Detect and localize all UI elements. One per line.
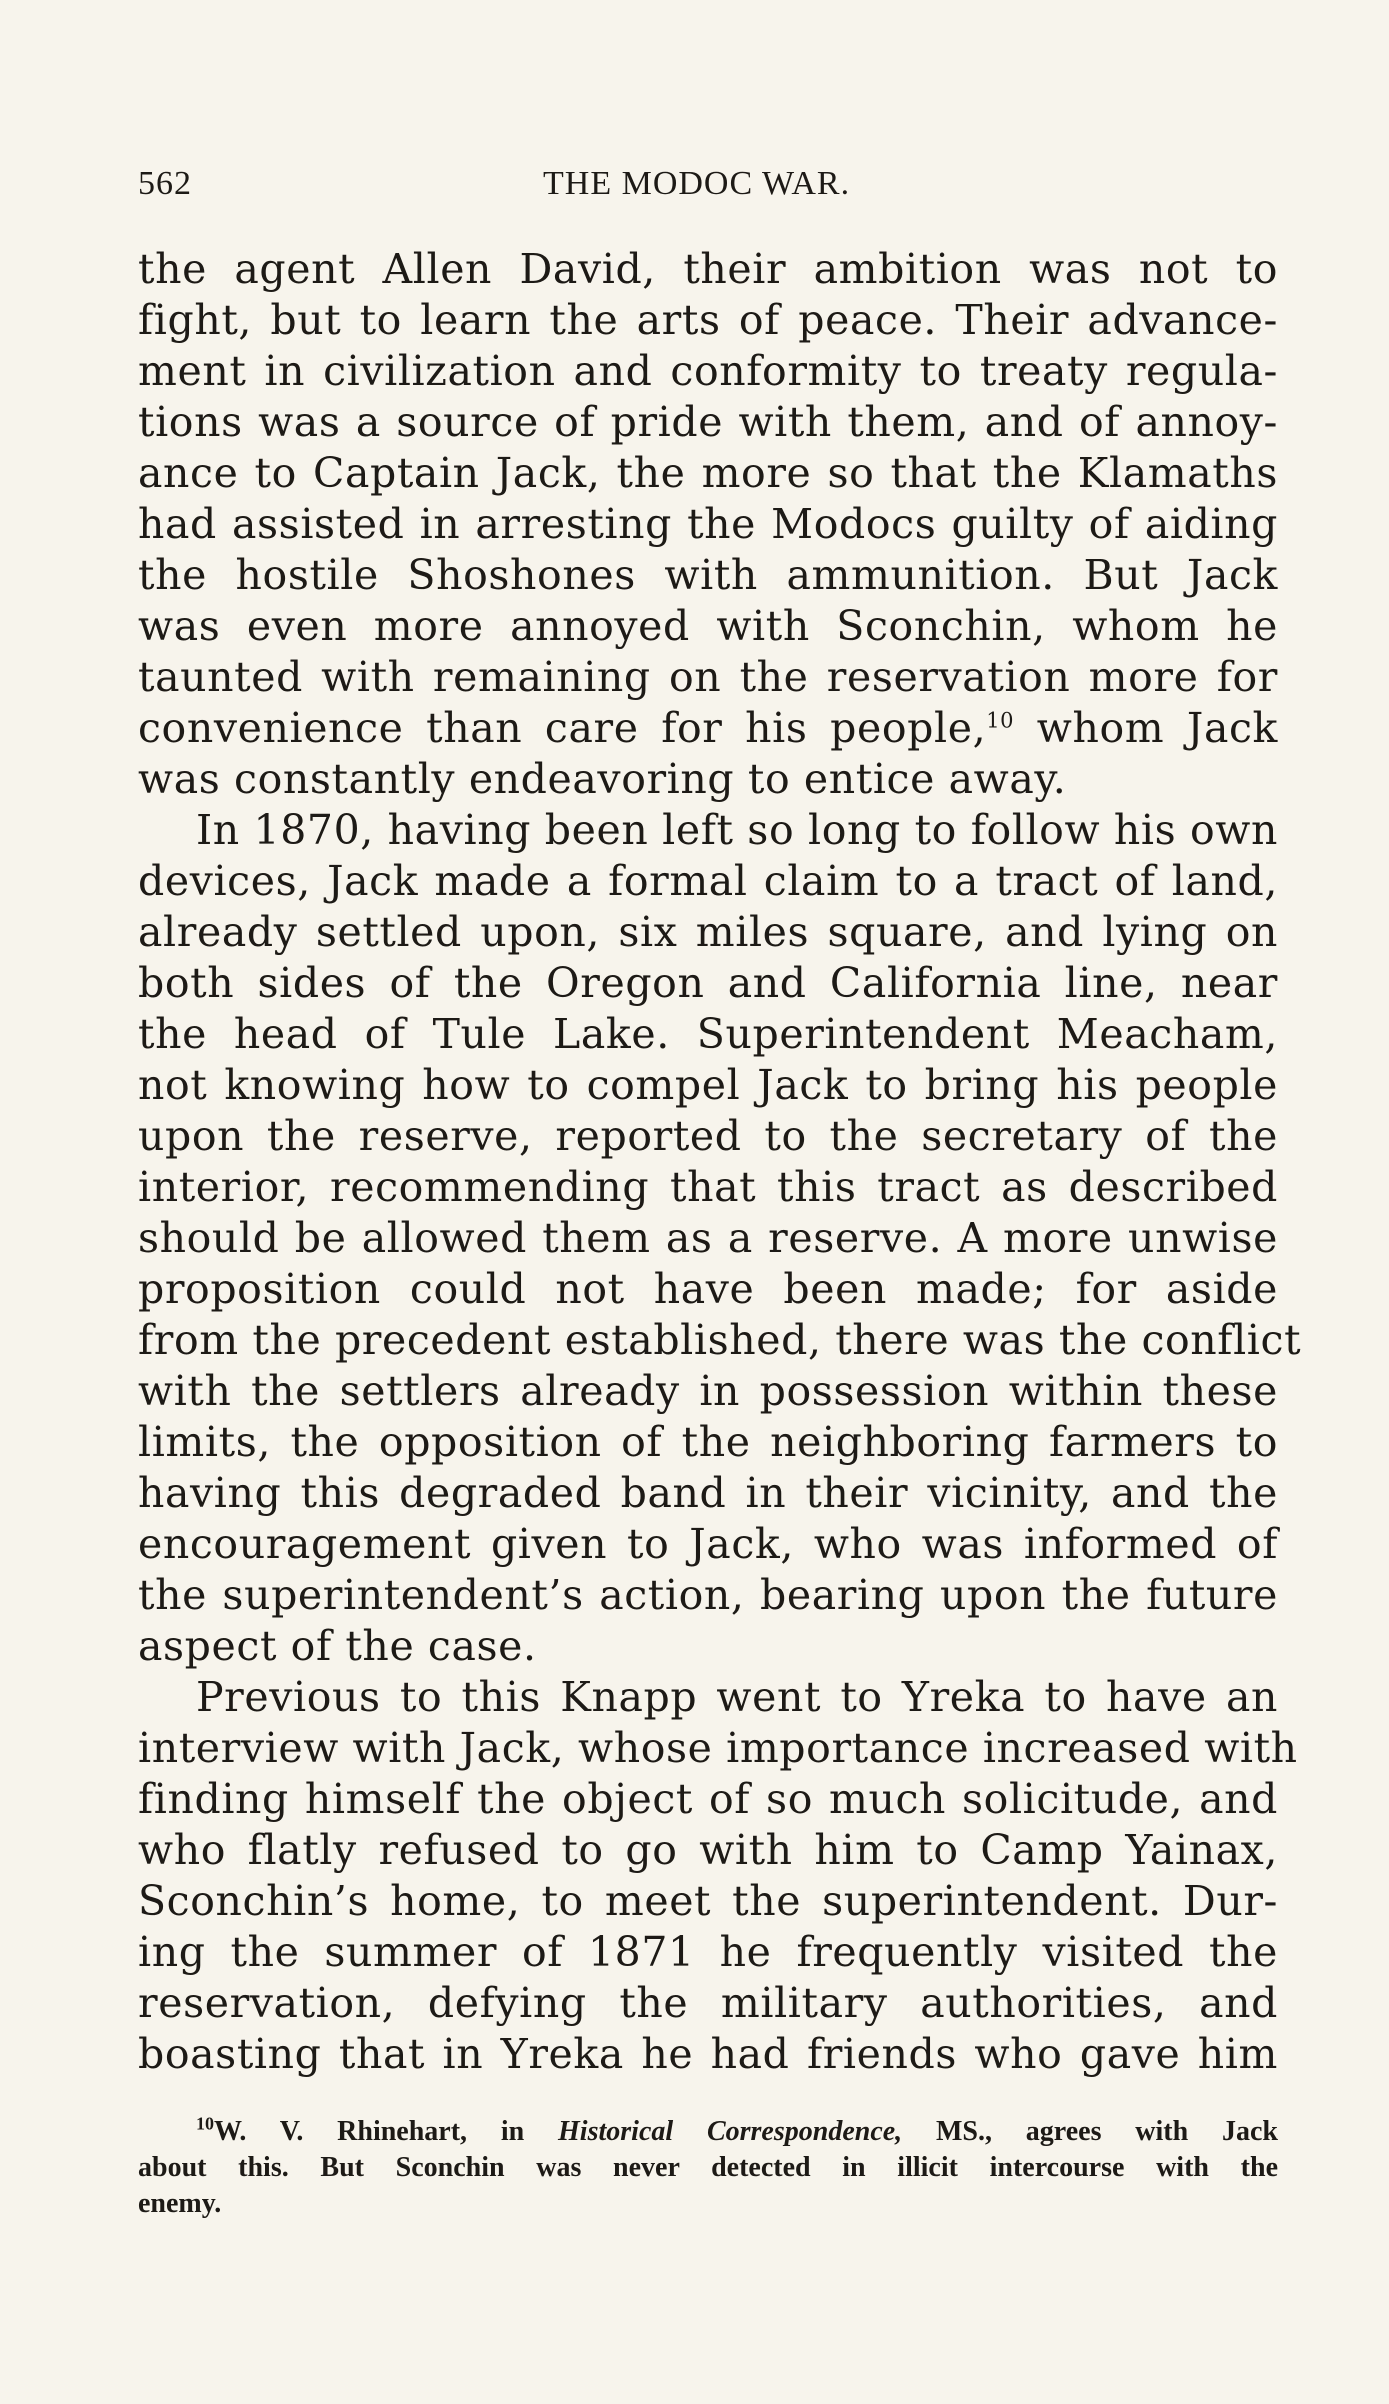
text-line: fight, but to learn the arts of peace. Their advance- [138, 296, 1278, 344]
footnote-text: MS., agrees with Jack [902, 2116, 1278, 2147]
footnote-line [138, 2114, 1278, 2150]
footnote [138, 2114, 1278, 2222]
text-line: already settled upon, six miles square, and lying on [138, 908, 1278, 956]
footnote-number: 10 [196, 2113, 214, 2134]
text-line: the hostile Shoshones with ammunition. But Jack [138, 551, 1278, 599]
text-line: finding himself the object of so much solicitude, and [138, 1775, 1278, 1823]
text-line: ance to Captain Jack, the more so that the Klamaths [138, 449, 1278, 497]
text-line: from the precedent established, there was the conflict [138, 1316, 1302, 1364]
text-segment: whom Jack [1014, 704, 1278, 752]
text-line: the agent Allen David, their ambition was not to [138, 245, 1278, 293]
text-line: aspect of the case. [138, 1622, 537, 1670]
text-line: Sconchin’s home, to meet the superintendent. Dur- [138, 1877, 1278, 1925]
text-line: interior, recommending that this tract as described [138, 1163, 1278, 1211]
text-line: reservation, defying the military authorities, and [138, 1979, 1278, 2027]
text-line: boasting that in Yreka he had friends who gave him [138, 2030, 1278, 2078]
text-line: ment in civilization and conformity to treaty regula- [138, 347, 1278, 395]
text-line: taunted with remaining on the reservation more for [138, 653, 1278, 701]
text-line: the head of Tule Lake. Superintendent Meacham, [138, 1010, 1278, 1058]
page-header [138, 165, 1268, 215]
text-line: upon the reserve, reported to the secretary of the [138, 1112, 1278, 1160]
text-line: having this degraded band in their vicinity, and the [138, 1469, 1278, 1517]
text-segment: convenience than care for his people, [138, 704, 987, 752]
footnote-line: enemy. [138, 2188, 222, 2219]
text-line: limits, the opposition of the neighboring farmers to [138, 1418, 1278, 1466]
text-line: was even more annoyed with Sconchin, whom he [138, 602, 1278, 650]
text-line-with-footnote-ref [138, 703, 1278, 754]
text-line: proposition could not have been made; for aside [138, 1265, 1278, 1313]
text-line: with the settlers already in possession within these [138, 1367, 1278, 1415]
text-line: was constantly endeavoring to entice away. [138, 755, 1067, 803]
footnote-line: about this. But Sconchin was never detected in illicit intercourse with the [138, 2152, 1278, 2183]
text-line: tions was a source of pride with them, and of annoy- [138, 398, 1278, 446]
text-line: who flatly refused to go with him to Camp Yainax, [138, 1826, 1278, 1874]
footnote-source-title: Historical Correspondence, [558, 2116, 903, 2147]
text-line: had assisted in arresting the Modocs guilty of aiding [138, 500, 1278, 548]
text-line: ing the summer of 1871 he frequently visited the [138, 1928, 1278, 1976]
paragraph-first-line: Previous to this Knapp went to Yreka to have an [196, 1673, 1278, 1721]
page-number: 562 [138, 165, 192, 202]
footnote-reference: 10 [986, 708, 1015, 733]
text-line: encouragement given to Jack, who was informed of [138, 1520, 1278, 1568]
running-head: THE MODOC WAR. [543, 165, 851, 202]
footnote-text: W. V. Rhinehart, in [214, 2116, 559, 2147]
text-line: the superintendent’s action, bearing upon the future [138, 1571, 1278, 1619]
text-line: interview with Jack, whose importance increased with [138, 1724, 1298, 1772]
paragraph-first-line: In 1870, having been left so long to follow his own [196, 806, 1278, 854]
text-line: not knowing how to compel Jack to bring his people [138, 1061, 1278, 1109]
text-line: devices, Jack made a formal claim to a tract of land, [138, 857, 1278, 905]
text-line: should be allowed them as a reserve. A more unwise [138, 1214, 1278, 1262]
body-text [138, 244, 1302, 2080]
text-line: both sides of the Oregon and California line, near [138, 959, 1278, 1007]
